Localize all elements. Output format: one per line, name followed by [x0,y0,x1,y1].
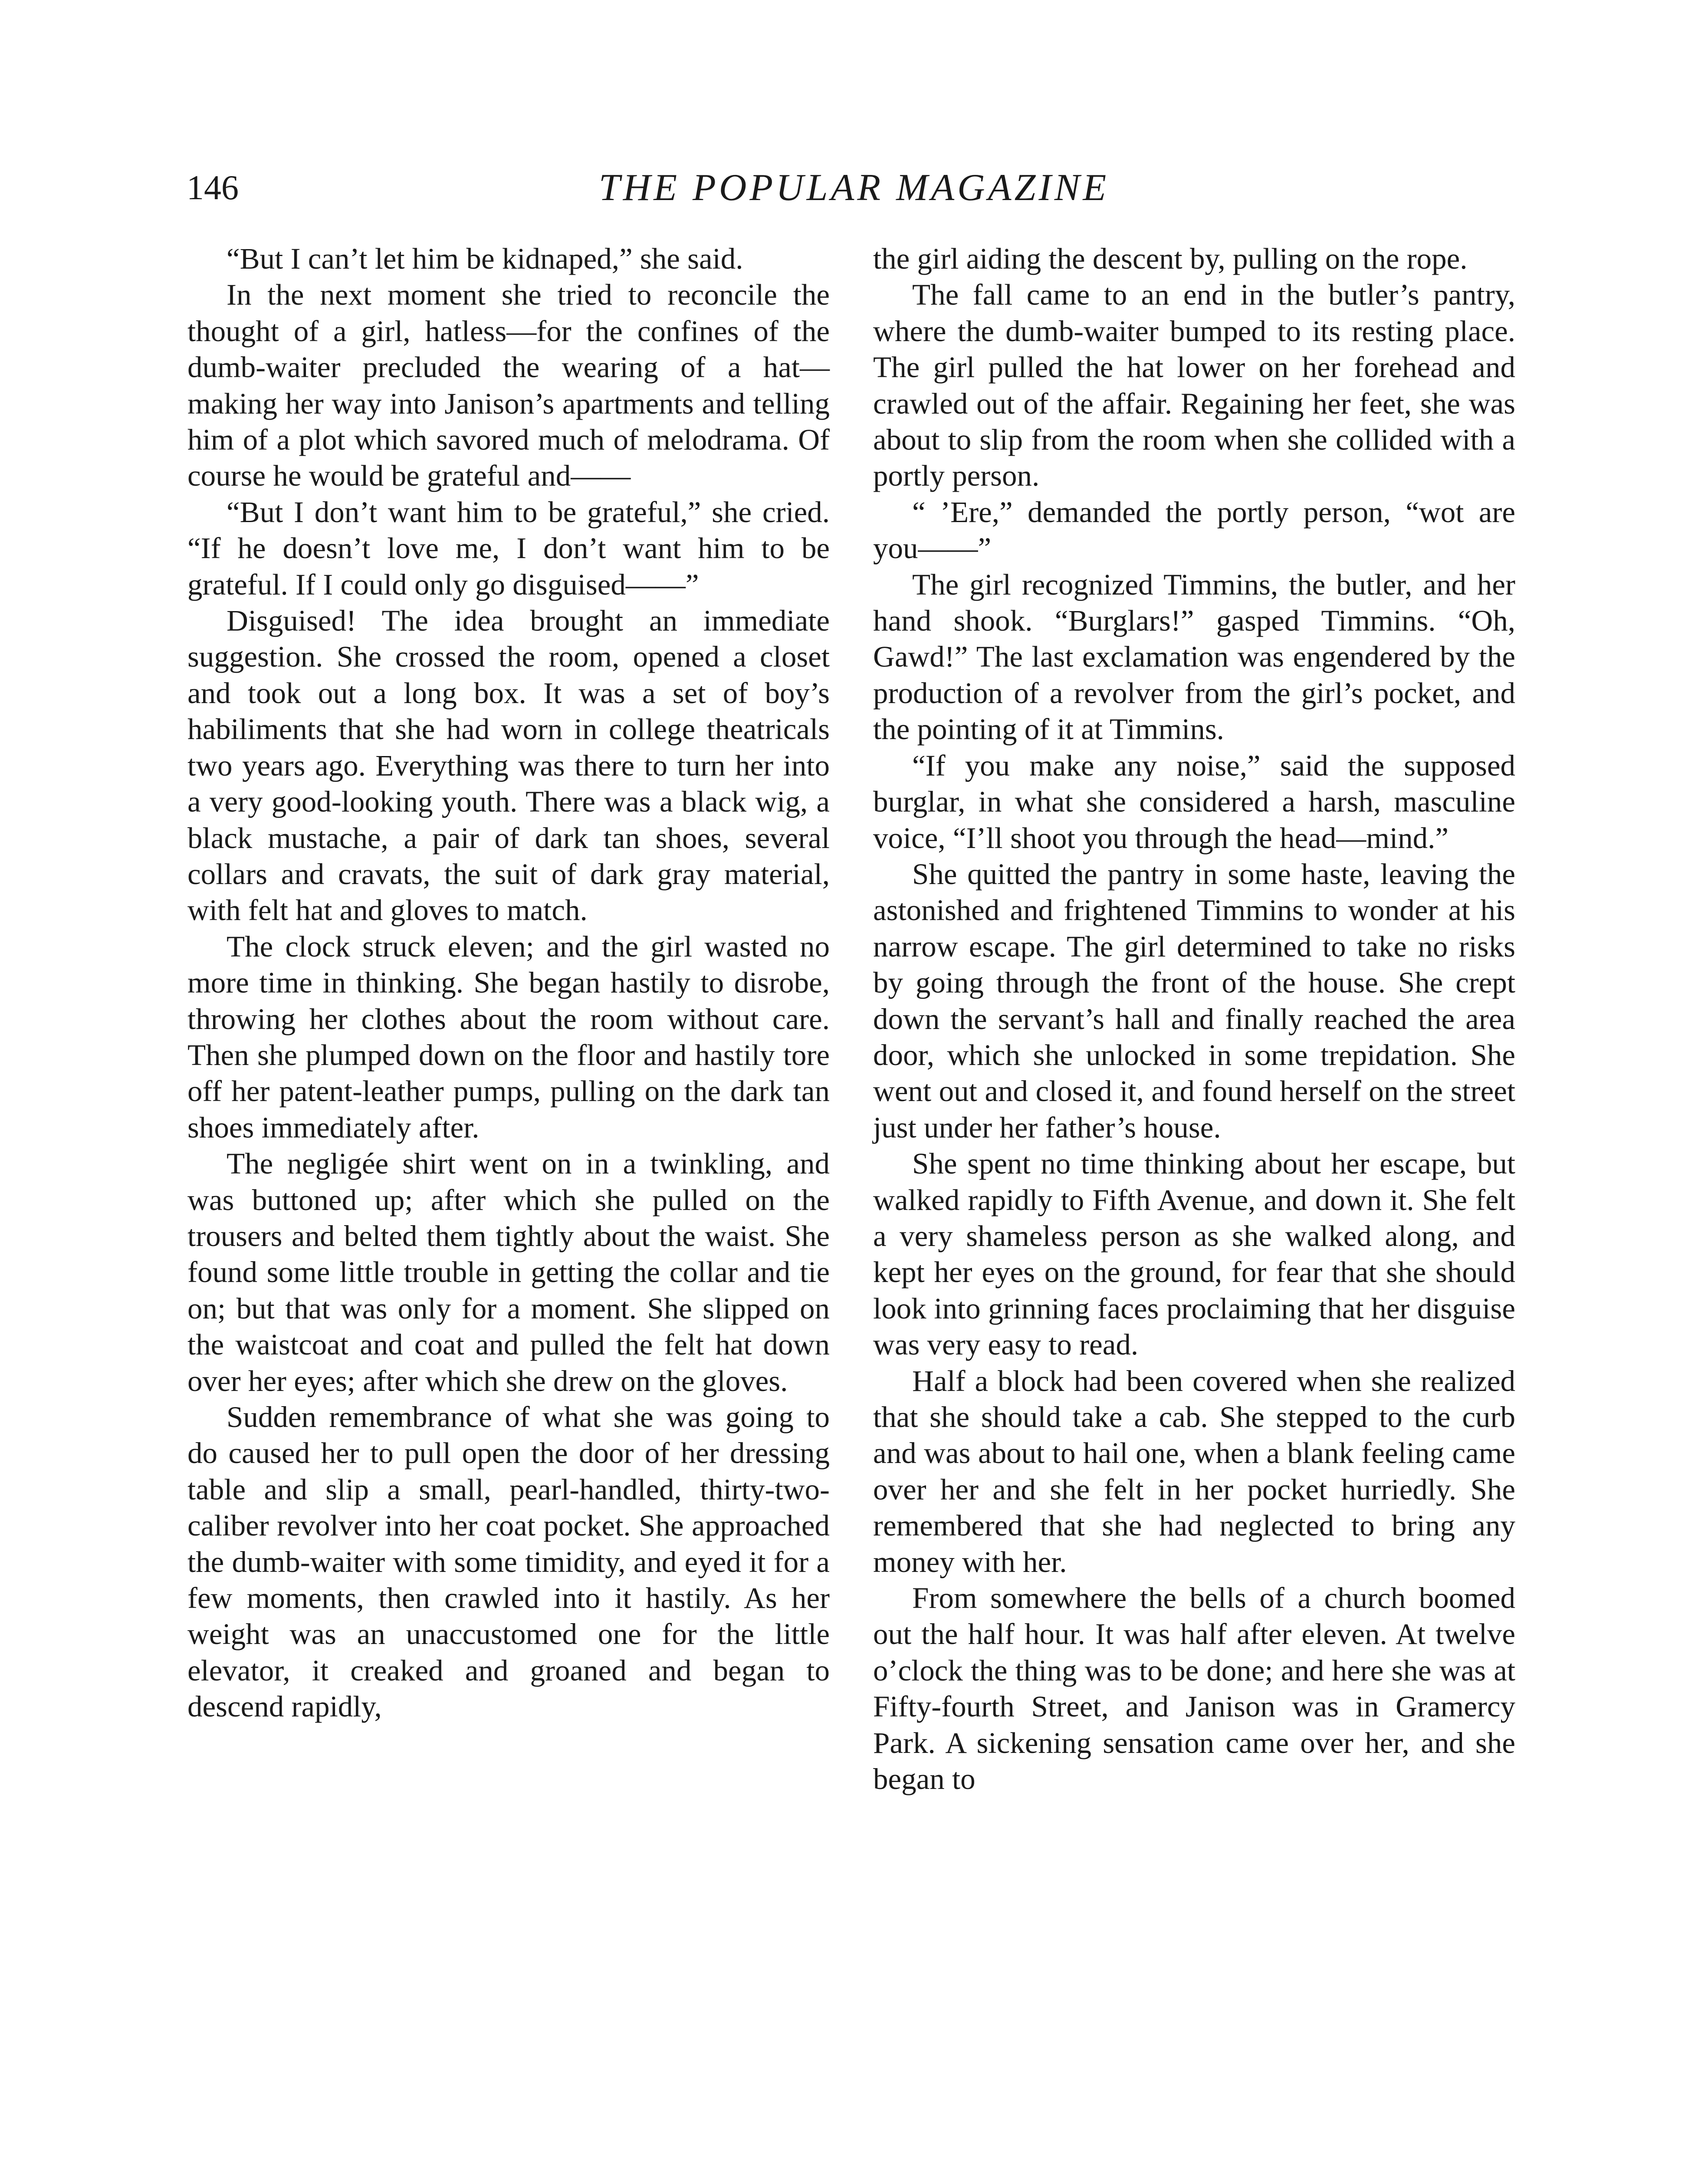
paragraph: The fall came to an end in the butler’s pantry, where the dumb-waiter bumped to its resting place. The girl pulled the hat lower on her forehead and crawled out of the affair. Regaining her feet, she was about to slip from the room when she collided with a portly person. [873,278,1515,493]
paragraph: She quitted the pantry in some haste, leaving the astonished and frightened Timmins to wonder at his narrow escape. The girl determined to take no risks by going through the front of the house. She crept down the servant’s hall and finally reached the area door, which she unlocked in some trepidation. She went out and closed it, and found herself on the street just under her father’s house. [873,857,1515,1144]
paragraph-continuation: the girl aiding the descent by, pulling on the rope. [873,242,1468,275]
paragraph: Half a block had been covered when she realized that she should take a cab. She stepped to the curb and was about to hail one, when a blank feeling came over her and she felt in her pocket hurriedly. She remembered that she had neglected to bring any money with her. [873,1364,1515,1578]
paragraph: The negligée shirt went on in a twinkling, and was buttoned up; after which she pulled on the trousers and belted them tightly about the waist. She found some little trouble in getting the collar and tie on; but that was only for a moment. She slipped on the waistcoat and coat and pulled the felt hat down over her eyes; after which she drew on the gloves. [187,1147,830,1397]
paragraph: “But I can’t let him be kidnaped,” she said. [227,242,743,275]
paragraph: Disguised! The idea brought an immediate suggestion. She crossed the room, opened a closet and took out a long box. It was a set of boy’s habiliments that she had worn in college theatricals two years ago. Everything was there to turn her into a very good-looking youth. There was a black wig, a black mustache, a pair of dark tan shoes, several collars and cravats, the suit of dark gray material, with felt hat and gloves to match. [187,604,830,927]
running-title: THE POPULAR MAGAZINE [598,167,1110,209]
running-header [0,164,1708,216]
paragraph: From somewhere the bells of a church boomed out the half hour. It was half after eleven. At twelve o’clock the thing was to be done; and here she was at Fifty-fourth Street, and Janison was in Gramercy Park. A sickening sensation came over her, and she began to [873,1581,1515,1796]
paragraph: “If you make any noise,” said the supposed burglar, in what she considered a harsh, masculine voice, “I’ll shoot you through the head—mind.” [873,749,1515,855]
paragraph: Sudden remembrance of what she was going to do caused her to pull open the door of her dressing table and slip a small, pearl-handled, thirty-two-caliber revolver into her coat pocket. She approached the dumb-waiter with some timidity, and eyed it for a few moments, then crawled into it hastily. As her weight was an unaccustomed one for the little elevator, it creaked and groaned and began to descend rapidly, [187,1401,830,1723]
paragraph: In the next moment she tried to reconcile the thought of a girl, hatless—for the confines of the dumb-waiter precluded the wearing of a hat—making her way into Janison’s apartments and telling him of a plot which savored much of melodrama. Of course he would be grateful and—— [187,278,830,493]
paragraph: The girl recognized Timmins, the butler, and her hand shook. “Burglars!” gasped Timmins. “Oh, Gawd!” The last exclamation was engendered by the production of a revolver from the girl’s pocket, and the pointing of it at Timmins. [873,568,1515,746]
paragraph: The clock struck eleven; and the girl wasted no more time in thinking. She began hastily to disrobe, throwing her clothes about the room without care. Then she plumped down on the floor and hastily tore off her patent-leather pumps, pulling on the dark tan shoes immediately after. [187,930,830,1144]
page-number: 146 [187,169,239,207]
left-column [187,241,830,1725]
paragraph: She spent no time thinking about her escape, but walked rapidly to Fifth Avenue, and down it. She felt a very shameless person as she walked along, and kept her eyes on the ground, for fear that she should look into grinning faces proclaiming that her disguise was very easy to read. [873,1147,1515,1361]
paragraph: “ ’Ere,” demanded the portly person, “wot are you——” [873,495,1515,565]
paragraph: “But I don’t want him to be grateful,” she cried. “If he doesn’t love me, I don’t want him to be grateful. If I could only go disguised——” [187,495,830,601]
right-column [873,241,1515,1797]
